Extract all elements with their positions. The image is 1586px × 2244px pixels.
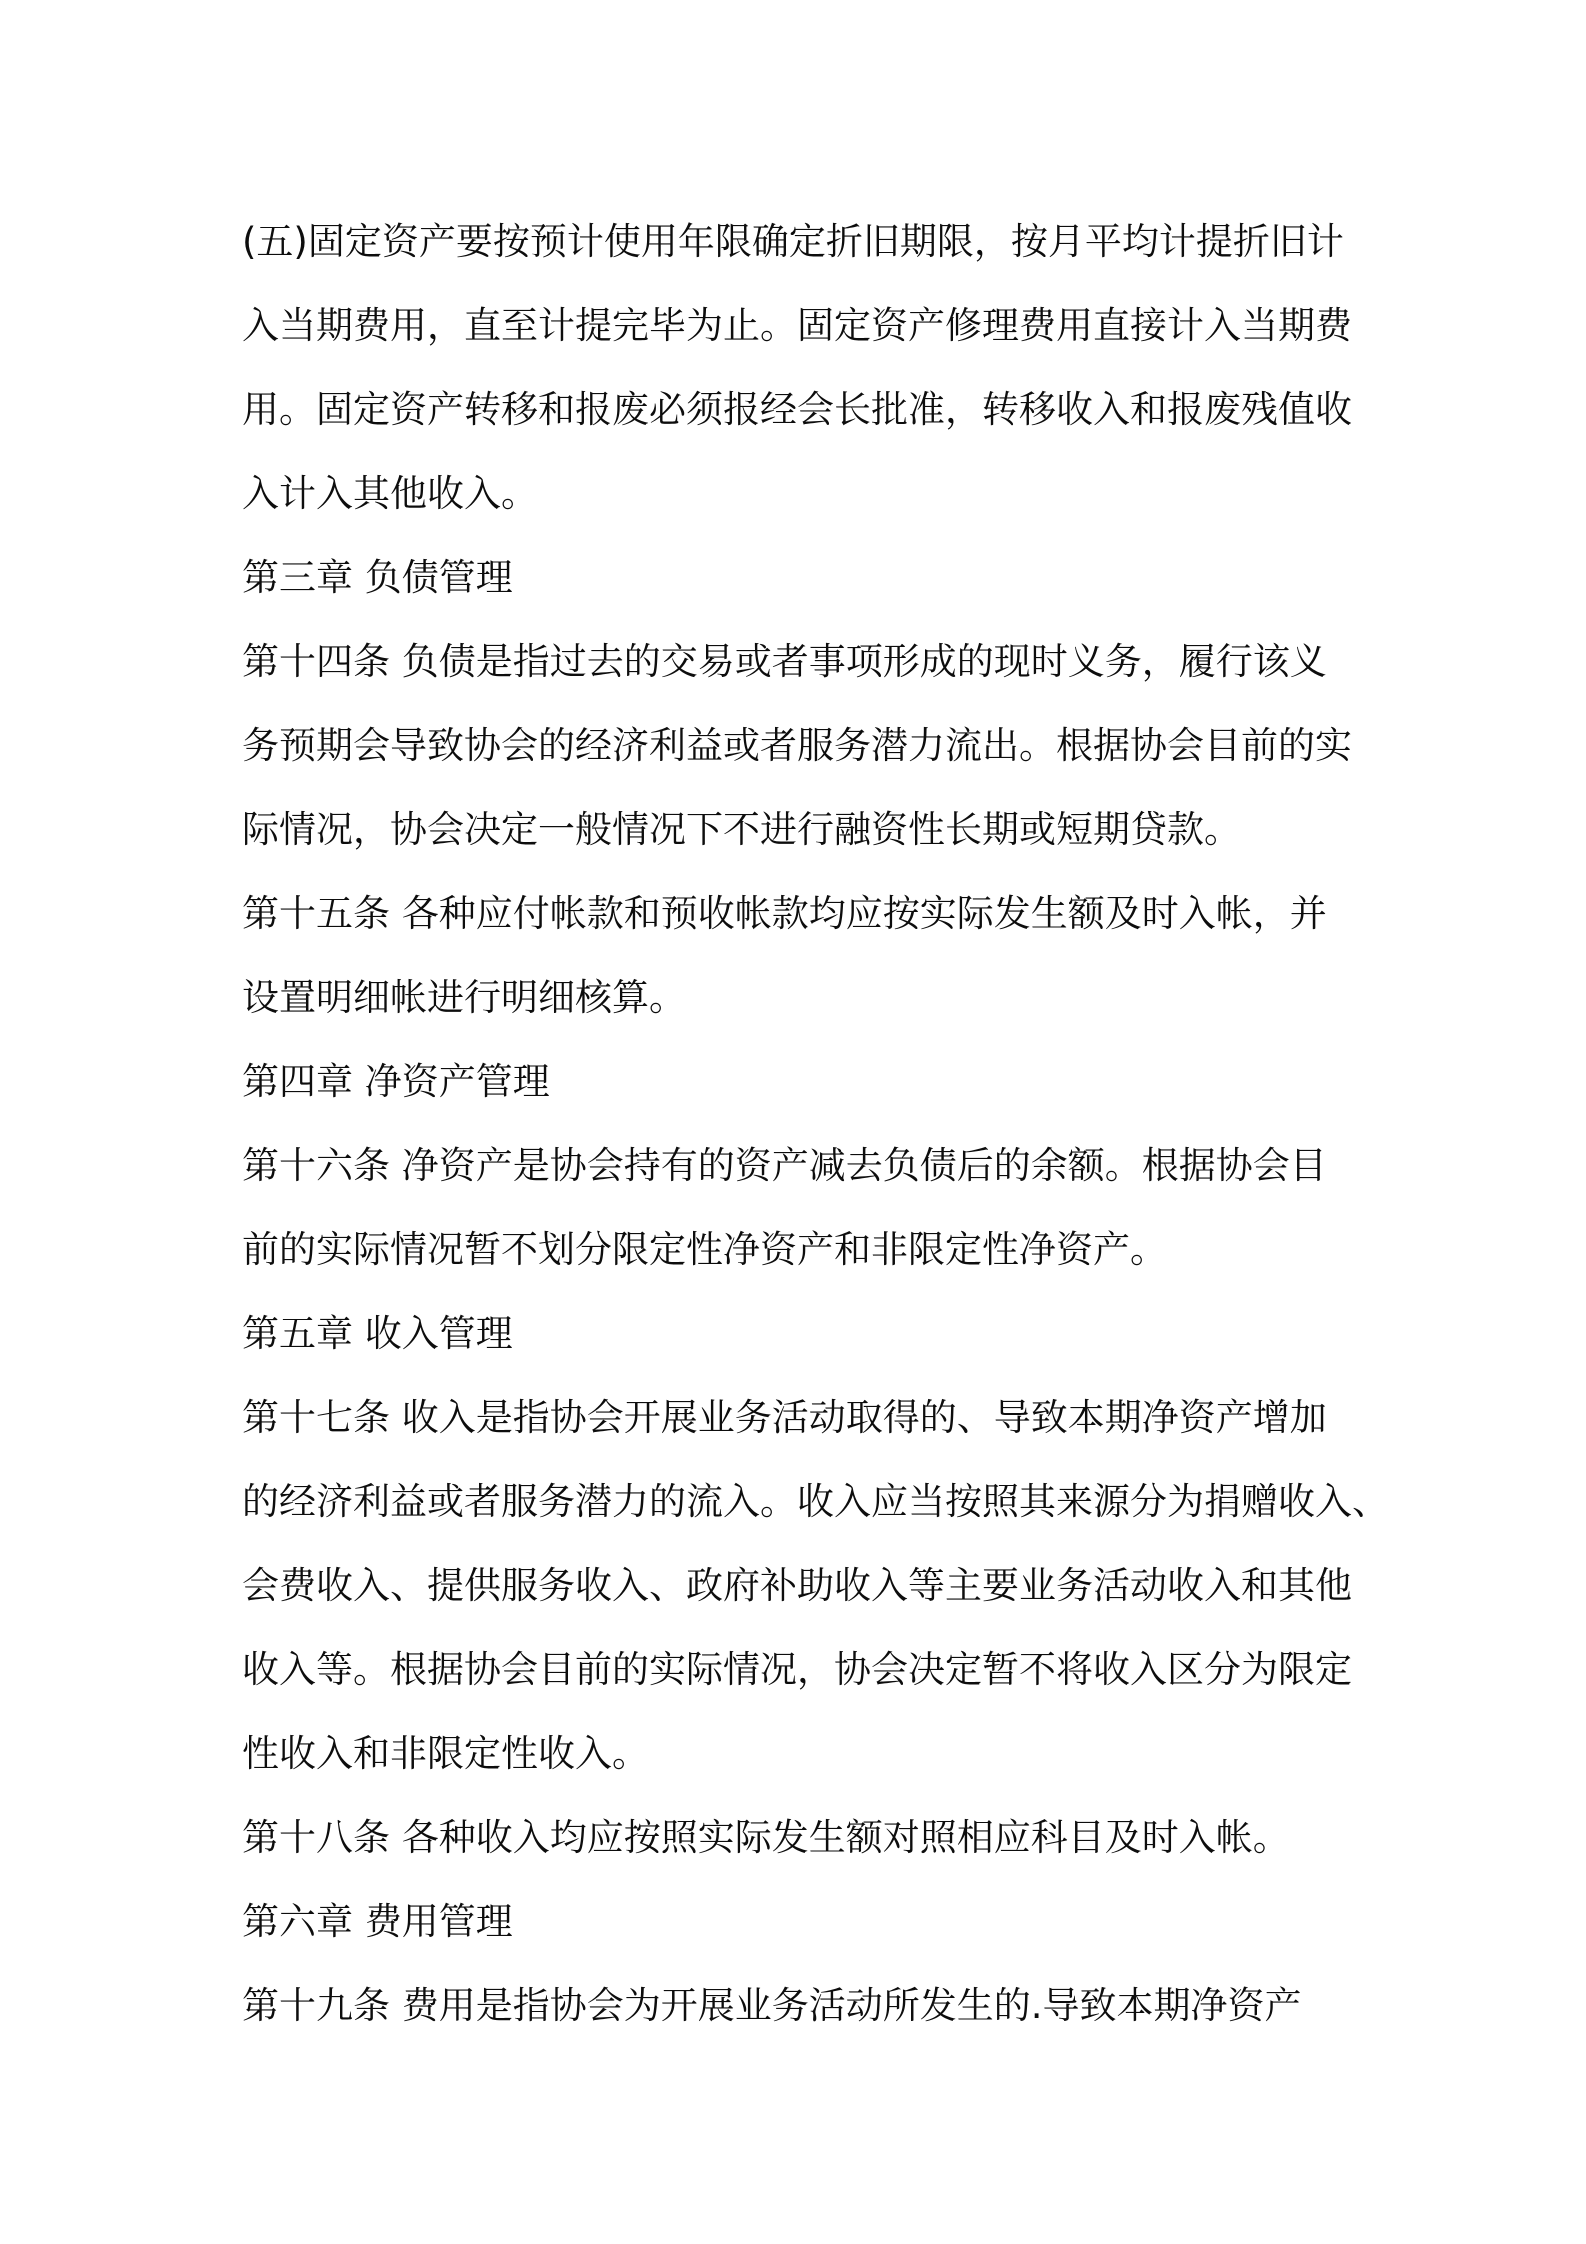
paragraph-line: 收入等。根据协会目前的实际情况，协会决定暂不将收入区分为限定 xyxy=(242,1648,1352,1691)
chapter-heading: 第四章 净资产管理 xyxy=(242,1060,550,1103)
article-line: 第十九条 费用是指协会为开展业务活动所发生的.导致本期净资产 xyxy=(242,1984,1302,2027)
paragraph-line: 用。固定资产转移和报废必须报经会长批准，转移收入和报废残值收 xyxy=(242,388,1352,431)
article-line: 第十六条 净资产是协会持有的资产减去负债后的余额。根据协会目 xyxy=(242,1144,1327,1187)
paragraph-line: 会费收入、提供服务收入、政府补助收入等主要业务活动收入和其他 xyxy=(242,1564,1352,1607)
paragraph-line: 的经济利益或者服务潜力的流入。收入应当按照其来源分为捐赠收入、 xyxy=(242,1480,1389,1523)
article-line: 第十七条 收入是指协会开展业务活动取得的、导致本期净资产增加 xyxy=(242,1396,1327,1439)
chapter-heading: 第三章 负债管理 xyxy=(242,556,513,599)
paragraph-line: 设置明细帐进行明细核算。 xyxy=(242,976,686,1019)
paragraph-line: 务预期会导致协会的经济利益或者服务潜力流出。根据协会目前的实 xyxy=(242,724,1352,767)
article-line: 第十八条 各种收入均应按照实际发生额对照相应科目及时入帐。 xyxy=(242,1816,1290,1859)
chapter-heading: 第五章 收入管理 xyxy=(242,1312,513,1355)
article-line: 第十五条 各种应付帐款和预收帐款均应按实际发生额及时入帐，并 xyxy=(242,892,1327,935)
chapter-heading: 第六章 费用管理 xyxy=(242,1900,513,1943)
paragraph-line: (五)固定资产要按预计使用年限确定折旧期限，按月平均计提折旧计 xyxy=(242,220,1344,263)
paragraph-line: 际情况，协会决定一般情况下不进行融资性长期或短期贷款。 xyxy=(242,808,1241,851)
paragraph-line: 性收入和非限定性收入。 xyxy=(242,1732,649,1775)
document-body xyxy=(242,200,1389,2048)
paragraph-line: 入当期费用，直至计提完毕为止。固定资产修理费用直接计入当期费 xyxy=(242,304,1352,347)
article-line: 第十四条 负债是指过去的交易或者事项形成的现时义务，履行该义 xyxy=(242,640,1327,683)
paragraph-line: 前的实际情况暂不划分限定性净资产和非限定性净资产。 xyxy=(242,1228,1167,1271)
paragraph-line: 入计入其他收入。 xyxy=(242,472,538,515)
